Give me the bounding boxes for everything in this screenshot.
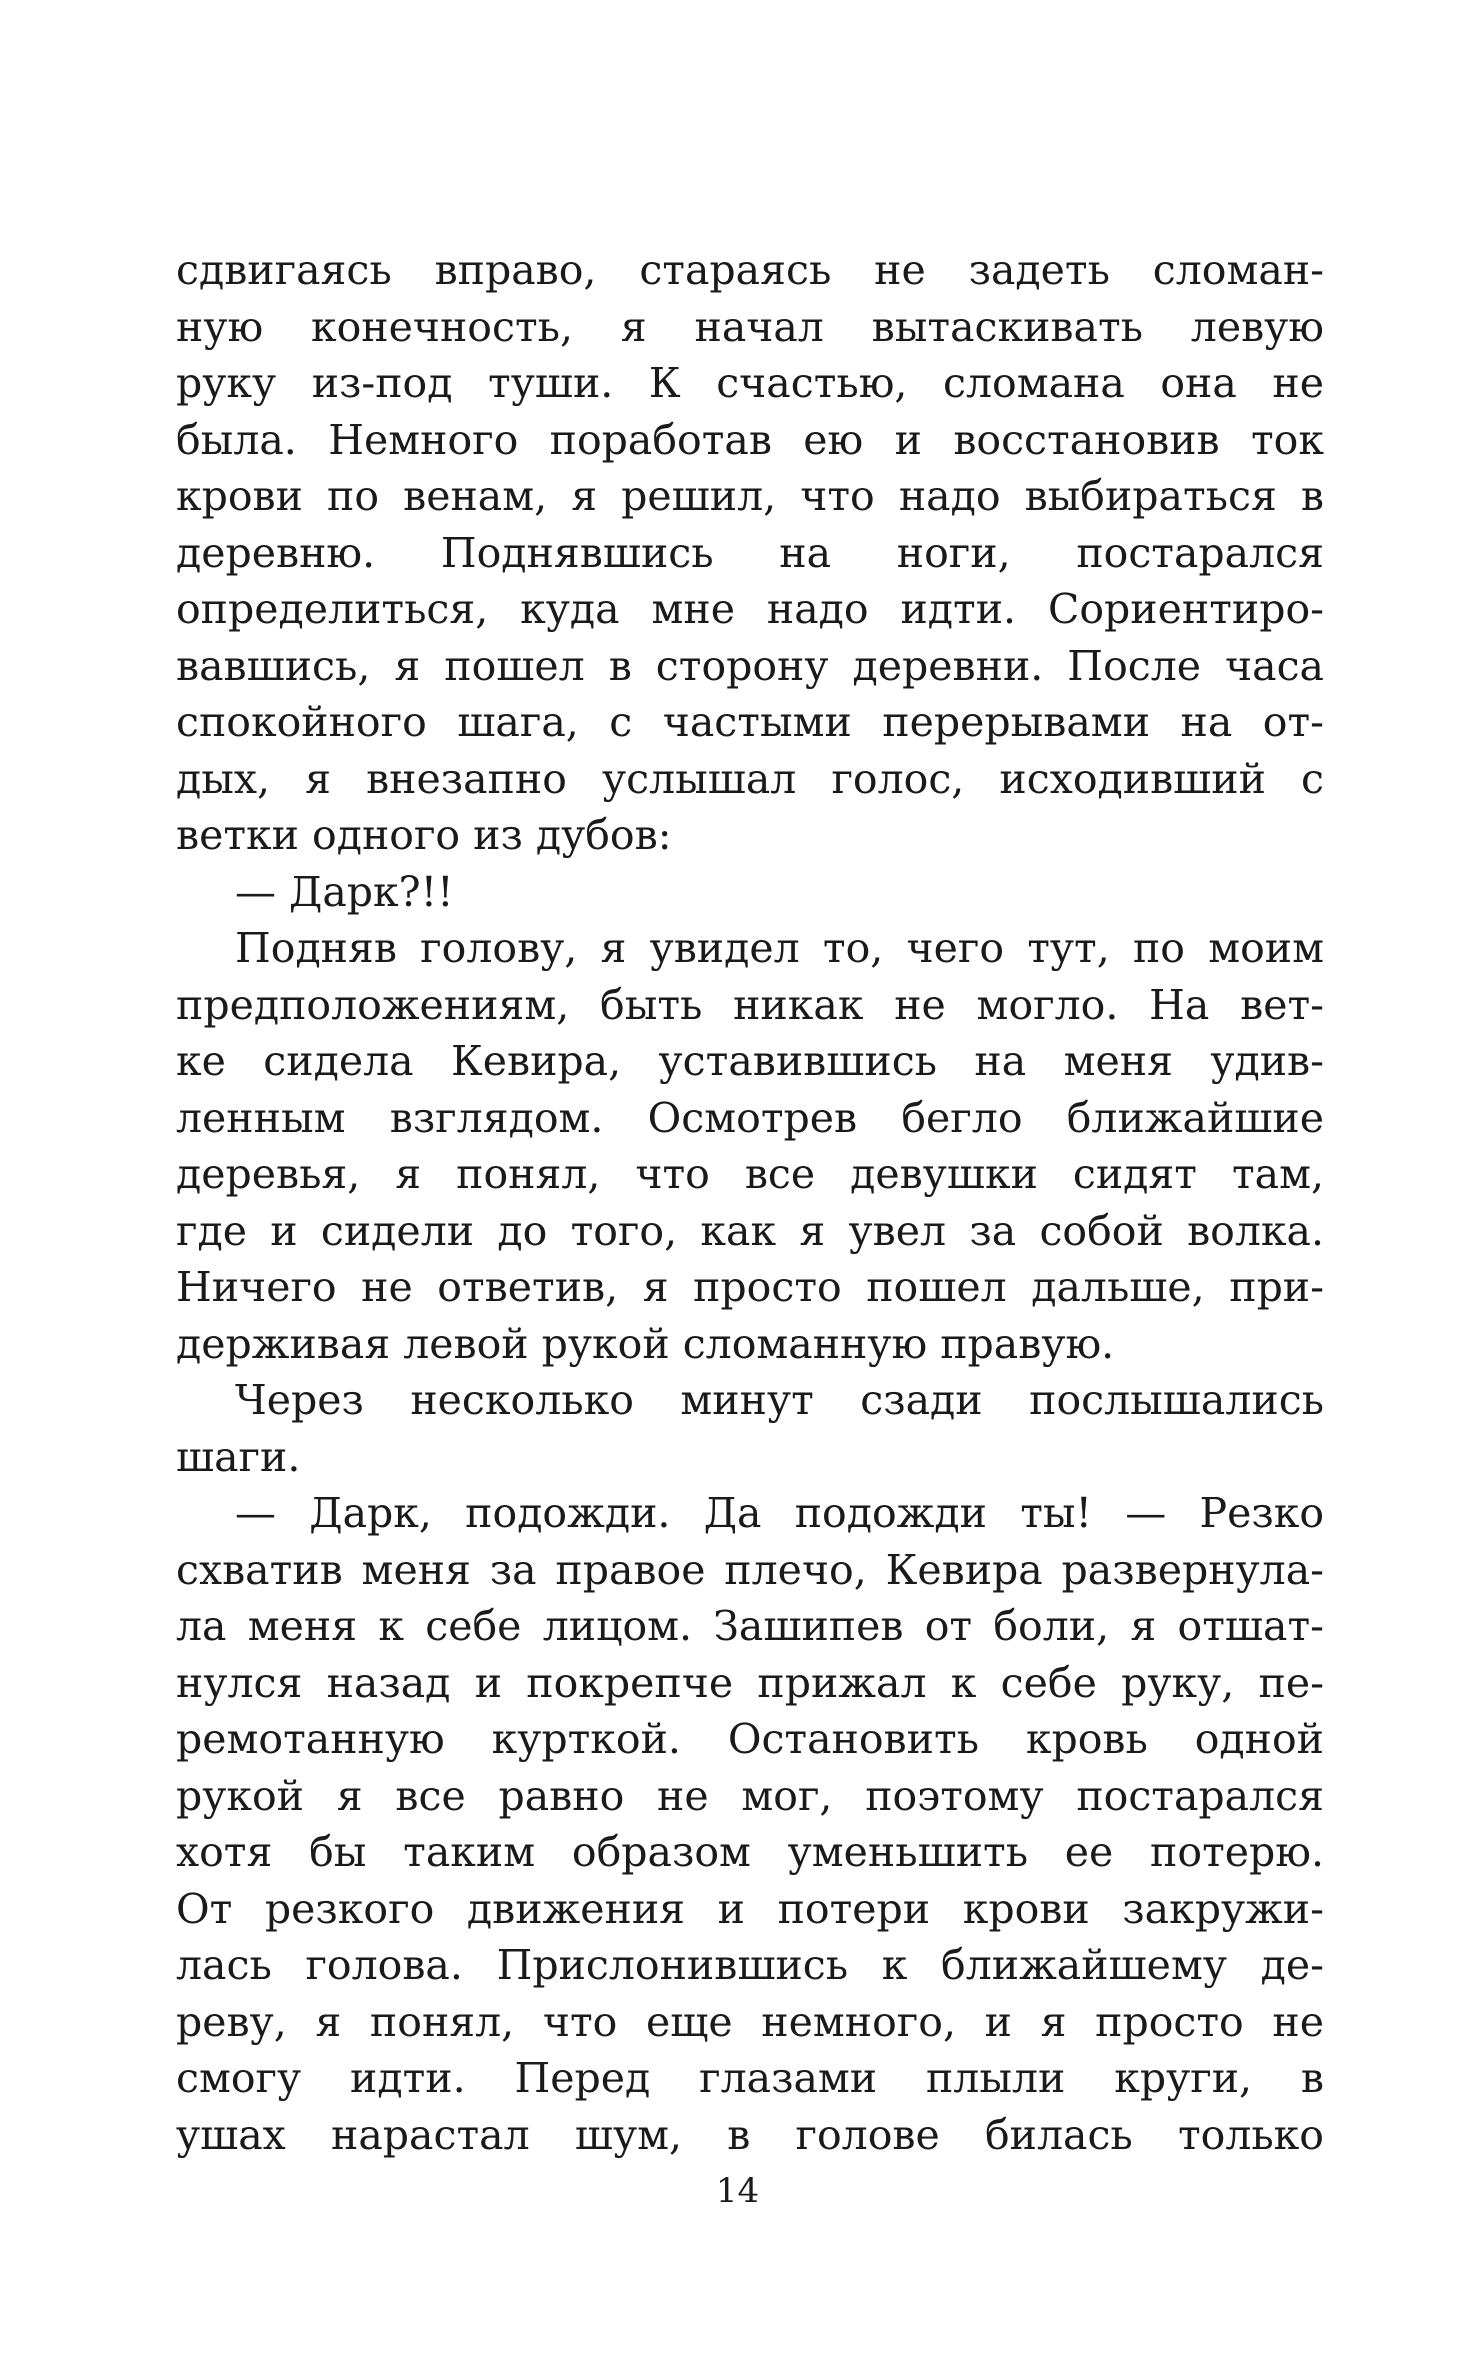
text-line: ленным взглядом. Осмотрев бегло ближайшие — [176, 1093, 1324, 1142]
text-line: От резкого движения и потери крови закружи- — [176, 1884, 1324, 1933]
text-line: — Дарк, подожди. Да подожди ты! — Резко — [235, 1489, 1324, 1537]
text-line: ную конечность, я начал вытаскивать левую — [176, 302, 1324, 351]
text-line: нулся назад и покрепче прижал к себе руку, пе- — [176, 1658, 1324, 1707]
text-line: предположениям, быть никак не могло. На вет- — [176, 980, 1324, 1029]
text-line: деревню. Поднявшись на ноги, постарался — [176, 528, 1324, 577]
text-line: держивая левой рукой сломанную правую. — [176, 1319, 1115, 1368]
text-line: смогу идти. Перед глазами плыли круги, в — [176, 2054, 1324, 2102]
text-line: ушах нарастал шум, в голове билась только — [176, 2110, 1324, 2159]
text-line: ветки одного из дубов: — [176, 811, 672, 859]
text-line: вавшись, я пошел в сторону деревни. После часа — [176, 641, 1324, 690]
text-line: схватив меня за правое плечо, Кевира развернула- — [176, 1545, 1324, 1594]
text-line: ке сидела Кевира, уставившись на меня удив- — [176, 1037, 1324, 1085]
text-line: реву, я понял, что еще немного, и я просто не — [176, 1997, 1324, 2046]
text-line: Через несколько минут сзади послышались — [235, 1376, 1324, 1424]
text-line: хотя бы таким образом уменьшить ее потерю. — [176, 1828, 1324, 1876]
text-line: где и сидели до того, как я увел за собой волка. — [176, 1206, 1324, 1255]
text-line: дых, я внезапно услышал голос, исходивший с — [176, 754, 1324, 803]
text-line: определиться, куда мне надо идти. Сориентиро- — [176, 585, 1324, 633]
text-line: сдвигаясь вправо, стараясь не задеть сломан- — [176, 246, 1324, 294]
text-line: ремотанную курткой. Остановить кровь одной — [176, 1715, 1324, 1763]
text-line: рукой я все равно не мог, поэтому постарался — [176, 1771, 1324, 1820]
text-line: Подняв голову, я увидел то, чего тут, по моим — [235, 924, 1324, 972]
text-line: ла меня к себе лицом. Зашипев от боли, я отшат- — [176, 1602, 1324, 1650]
body-text — [176, 242, 1324, 2163]
text-line: Ничего не ответив, я просто пошел дальше, при- — [176, 1263, 1324, 1311]
text-line: спокойного шага, с частыми перерывами на от- — [176, 698, 1324, 746]
page-number: 14 — [715, 2171, 760, 2211]
text-line: — Дарк?!! — [235, 867, 454, 916]
text-line: была. Немного поработав ею и восстановив ток — [176, 415, 1324, 464]
text-line: крови по венам, я решил, что надо выбираться в — [176, 472, 1324, 520]
text-line: деревья, я понял, что все девушки сидят там, — [176, 1150, 1324, 1198]
text-line: руку из-под туши. К счастью, сломана она не — [176, 359, 1324, 407]
text-line: шаги. — [176, 1432, 301, 1481]
text-line: лась голова. Прислонившись к ближайшему де- — [176, 1941, 1324, 1989]
